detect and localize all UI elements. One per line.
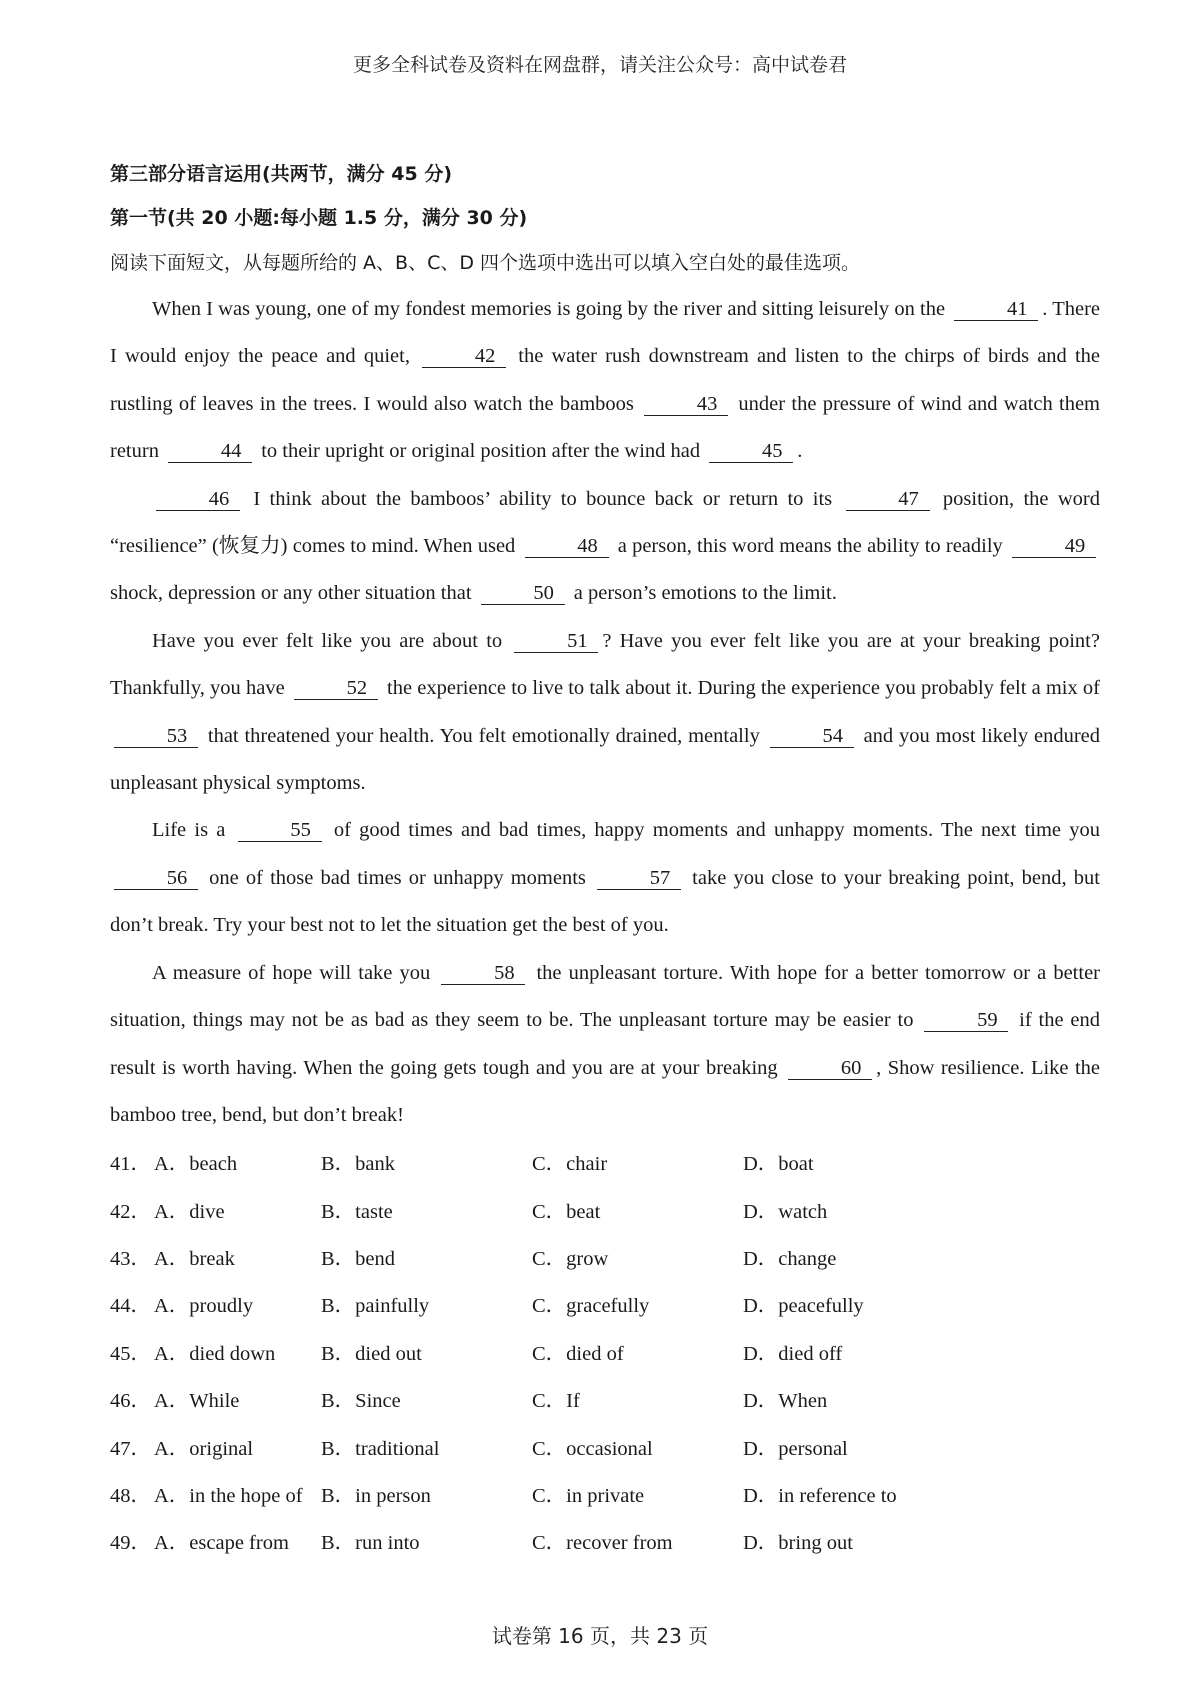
passage-paragraph — [110, 950, 1100, 1140]
question-row — [110, 1189, 1100, 1236]
question-number: 45． — [110, 1342, 151, 1365]
passage-paragraph — [110, 286, 1100, 476]
question-row — [110, 1283, 1100, 1330]
passage-text: . — [797, 440, 803, 463]
instruction-text: 阅读下面短文，从每题所给的 A、B、C、D 四个选项中选出可以填入空白处的最佳选项。 — [110, 252, 861, 274]
option-d[interactable]: D．died off — [743, 1342, 843, 1365]
passage-text: of good times and bad times, happy moments and unhappy moments. The next time you — [325, 819, 1100, 842]
option-c[interactable]: C．grow — [532, 1248, 609, 1271]
question-number: 48． — [110, 1485, 151, 1508]
passage-text: a person, this word means the ability to readily — [612, 535, 1008, 558]
question-row — [110, 1236, 1100, 1283]
cloze-passage — [110, 286, 1100, 1139]
blank-54[interactable]: 54 — [770, 725, 854, 748]
question-number: 43． — [110, 1248, 151, 1271]
option-b[interactable]: B．taste — [321, 1200, 393, 1223]
option-b[interactable]: B．in person — [321, 1485, 431, 1508]
question-row — [110, 1378, 1100, 1425]
passage-paragraph — [110, 476, 1100, 618]
option-c[interactable]: C．recover from — [532, 1532, 673, 1555]
blank-52[interactable]: 52 — [294, 677, 378, 700]
passage-text: I think about the bamboos’ ability to bounce back or return to its — [244, 487, 842, 510]
blank-50[interactable]: 50 — [481, 582, 565, 605]
question-row — [110, 1141, 1100, 1188]
passage-text: to their upright or original position after the wind had — [256, 440, 706, 463]
question-number: 47． — [110, 1437, 151, 1460]
option-c[interactable]: C．occasional — [532, 1437, 653, 1460]
passage-text: . There I would enjoy the peace and quiet, — [110, 298, 1100, 368]
question-row — [110, 1520, 1100, 1567]
option-d[interactable]: D．peacefully — [743, 1295, 864, 1318]
question-number: 49． — [110, 1532, 151, 1555]
option-c[interactable]: C．If — [532, 1390, 580, 1413]
passage-paragraph — [110, 807, 1100, 949]
blank-55[interactable]: 55 — [238, 819, 322, 842]
option-d[interactable]: D．in reference to — [743, 1485, 897, 1508]
option-a[interactable]: A．proudly — [154, 1295, 254, 1318]
passage-text: When I was young, one of my fondest memories is going by the river and sitting leisurely on the — [152, 298, 951, 320]
question-number: 44． — [110, 1295, 151, 1318]
options-list — [110, 1141, 1100, 1568]
option-b[interactable]: B．traditional — [321, 1437, 440, 1460]
passage-text: the experience to live to talk about it. During the experience you probably felt a mix of — [381, 677, 1100, 700]
passage-text: , Show resilience. Like the bamboo tree, bend, but don’t break! — [110, 1056, 1101, 1126]
passage-text: shock, depression or any other situation that — [110, 582, 477, 605]
question-number: 46． — [110, 1390, 151, 1413]
subsection-title: 第一节(共 20 小题:每小题 1.5 分，满分 30 分) — [110, 207, 528, 229]
passage-text: the water rush downstream and listen to the chirps of birds and the rustling of leaves in the trees. I would also watch the bamboos — [110, 345, 1100, 415]
blank-51[interactable]: 51 — [514, 630, 598, 653]
blank-48[interactable]: 48 — [525, 535, 609, 558]
option-d[interactable]: D．bring out — [743, 1532, 853, 1555]
question-number: 42． — [110, 1200, 151, 1223]
exam-content — [110, 152, 1100, 1568]
passage-text: under the pressure of wind and watch them return — [110, 392, 1100, 463]
option-a[interactable]: A．break — [154, 1248, 235, 1271]
option-a[interactable]: A．original — [154, 1437, 254, 1460]
blank-56[interactable]: 56 — [114, 867, 198, 890]
option-d[interactable]: D．watch — [743, 1200, 828, 1223]
option-d[interactable]: D．When — [743, 1390, 828, 1413]
option-d[interactable]: D．boat — [743, 1153, 814, 1176]
section-title: 第三部分语言运用(共两节，满分 45 分) — [110, 163, 453, 185]
blank-60[interactable]: 60 — [788, 1057, 872, 1080]
option-b[interactable]: B．run into — [321, 1532, 420, 1555]
blank-59[interactable]: 59 — [924, 1009, 1008, 1032]
question-row — [110, 1473, 1100, 1520]
option-b[interactable]: B．bank — [321, 1153, 396, 1176]
passage-text: that threatened your health. You felt emotionally drained, mentally — [202, 724, 766, 747]
blank-57[interactable]: 57 — [597, 867, 681, 890]
passage-text: Life is a — [152, 819, 234, 842]
page-header: 更多全科试卷及资料在网盘群，请关注公众号：高中试卷君 — [352, 54, 847, 76]
passage-text: Have you ever felt like you are about to — [152, 629, 511, 652]
passage-text: take you close to your breaking point, bend, but don’t break. Try your best not to let the situation get the best of you. — [110, 866, 1100, 937]
option-a[interactable]: A．died down — [154, 1342, 276, 1365]
blank-49[interactable]: 49 — [1012, 535, 1096, 558]
option-c[interactable]: C．died of — [532, 1342, 624, 1365]
passage-paragraph — [110, 618, 1100, 808]
question-row — [110, 1426, 1100, 1473]
question-number: 41． — [110, 1153, 151, 1176]
passage-text: one of those bad times or unhappy moments — [202, 866, 594, 889]
page-footer: 试卷第 16 页，共 23 页 — [491, 1624, 709, 1648]
blank-43[interactable]: 43 — [644, 393, 728, 416]
option-c[interactable]: C．gracefully — [532, 1295, 650, 1318]
blank-45[interactable]: 45 — [709, 440, 793, 463]
option-a[interactable]: A．dive — [154, 1200, 225, 1223]
blank-41[interactable]: 41 — [954, 298, 1038, 321]
option-a[interactable]: A．escape from — [154, 1532, 289, 1555]
passage-text: the unpleasant torture. With hope for a better tomorrow or a better situation, things may not be as bad as they seem to be. The unpleasant torture may be easier to — [110, 961, 1100, 1032]
blank-47[interactable]: 47 — [846, 488, 930, 511]
option-c[interactable]: C．chair — [532, 1153, 608, 1176]
passage-text: a person’s emotions to the limit. — [568, 582, 837, 605]
blank-44[interactable]: 44 — [168, 440, 252, 463]
option-b[interactable]: B．Since — [321, 1390, 401, 1413]
blank-58[interactable]: 58 — [441, 962, 525, 985]
option-d[interactable]: D．personal — [743, 1437, 848, 1460]
option-c[interactable]: C．in private — [532, 1485, 645, 1508]
option-b[interactable]: B．bend — [321, 1248, 396, 1271]
blank-53[interactable]: 53 — [114, 725, 198, 748]
option-b[interactable]: B．painfully — [321, 1295, 430, 1318]
passage-text: A measure of hope will take you — [152, 961, 438, 984]
option-a[interactable]: A．in the hope of — [154, 1485, 303, 1508]
passage-text: position, the word “resilience” (恢复力) comes to mind. When used — [110, 487, 1100, 558]
option-d[interactable]: D．change — [743, 1248, 837, 1271]
passage-text: if the end result is worth having. When the going gets tough and you are at your breaking — [110, 1009, 1100, 1079]
passage-text: ? Have you ever felt like you are at your breaking point? Thankfully, you have — [110, 629, 1100, 700]
blank-42[interactable]: 42 — [422, 345, 506, 368]
blank-46[interactable]: 46 — [156, 488, 240, 511]
option-c[interactable]: C．beat — [532, 1200, 601, 1223]
option-a[interactable]: A．While — [154, 1390, 240, 1413]
option-b[interactable]: B．died out — [321, 1342, 422, 1365]
option-a[interactable]: A．beach — [154, 1153, 238, 1176]
passage-text: and you most likely endured unpleasant physical symptoms. — [110, 724, 1101, 795]
question-row — [110, 1331, 1100, 1378]
